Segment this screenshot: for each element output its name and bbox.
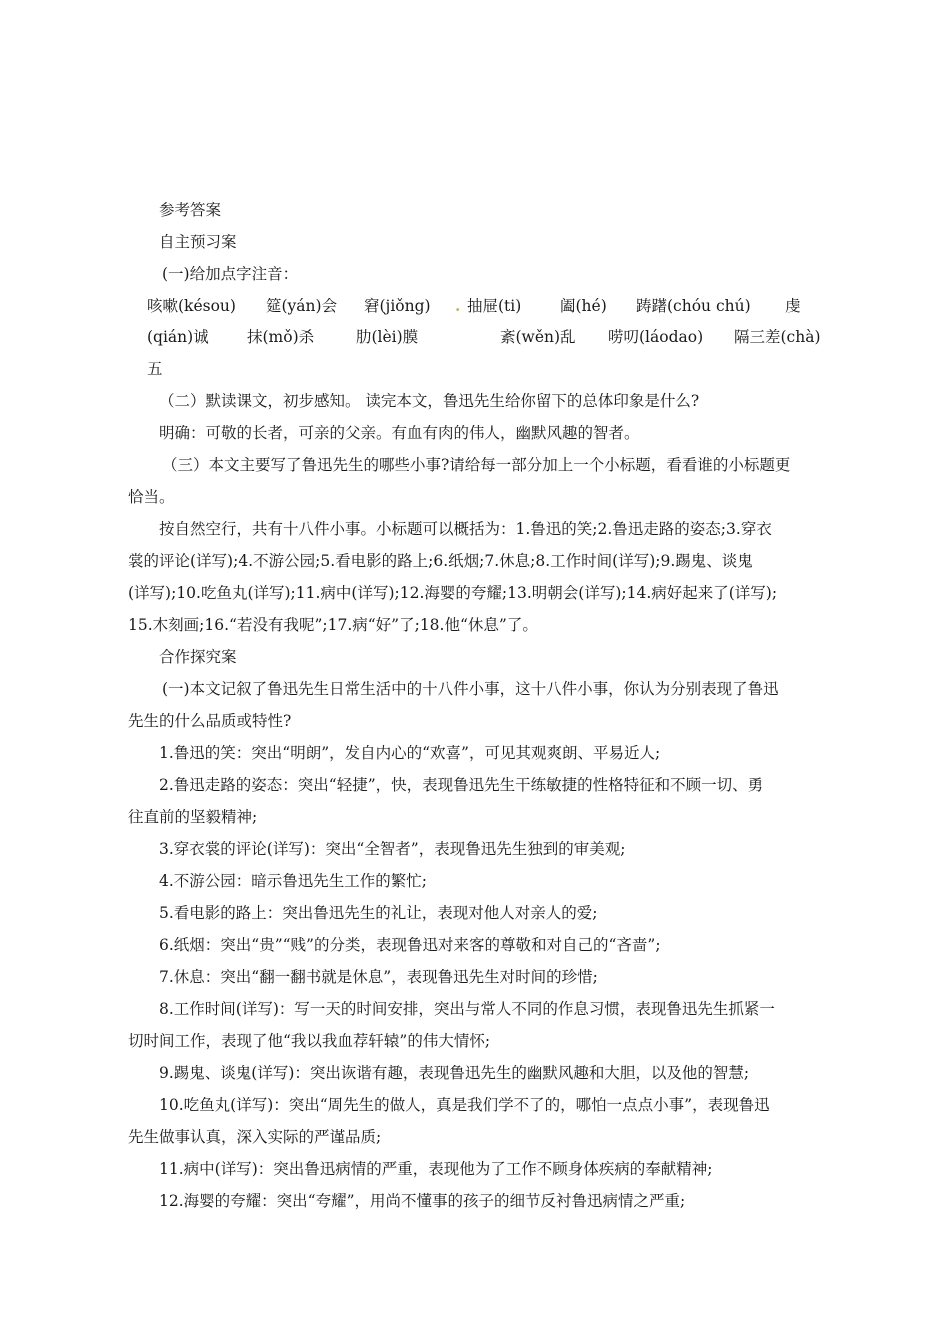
list-item: 往直前的坚毅精神; — [128, 808, 258, 826]
emphasis-dot-icon: . — [455, 296, 461, 315]
q3-answer-line: 15.木刻画;16.“若没有我呢”;17.病“好”了;18.他“休息”了。 — [128, 616, 538, 634]
pinyin-item: 唠叨(láodao) — [608, 328, 704, 346]
q3-answer-line: 按自然空行，共有十八件小事。小标题可以概括为：1.鲁迅的笑;2.鲁迅走路的姿态;3.穿衣 — [159, 520, 772, 538]
pinyin-item: 虔 — [785, 297, 801, 315]
heading-answers: 参考答案 — [159, 201, 222, 219]
list-item: 5.看电影的路上：突出鲁迅先生的礼让，表现对他人对亲人的爱; — [159, 904, 598, 922]
list-item: 先生做事认真，深入实际的严谨品质; — [128, 1128, 382, 1146]
pinyin-row-1 — [0, 295, 950, 317]
pinyin-item: 踌躇(chóu chú) — [636, 297, 751, 315]
pinyin-item: 抹(mǒ)杀 — [247, 328, 315, 346]
pinyin-row-3: 五 — [147, 360, 163, 378]
q3-label-line2: 恰当。 — [128, 488, 175, 506]
pinyin-item: 窘(jiǒng) — [364, 297, 431, 315]
list-item: 2.鲁迅走路的姿态：突出“轻捷”，快，表现鲁迅先生干练敏捷的性格特征和不顾一切、勇 — [159, 776, 764, 794]
section-title-cooperative: 合作探究案 — [159, 648, 237, 666]
s2-q1-line2: 先生的什么品质或特性? — [128, 712, 292, 730]
q3-answer-line: 裳的评论(详写);4.不游公园;5.看电影的路上;6.纸烟;7.休息;8.工作时间(详写);9.踢鬼、谈鬼 — [128, 552, 753, 570]
pinyin-item: 紊(wěn)乱 — [500, 328, 576, 346]
list-item: 4.不游公园：暗示鲁迅先生工作的繁忙; — [159, 872, 428, 890]
pinyin-item: 抽屉(ti) — [467, 297, 522, 315]
list-item: 1.鲁迅的笑：突出“明朗”，发自内心的“欢喜”，可见其观爽朗、平易近人; — [159, 744, 661, 762]
q3-label-line1: （三）本文主要写了鲁迅先生的哪些小事?请给每一部分加上一个小标题，看看谁的小标题更 — [162, 456, 791, 474]
q2-label: （二）默读课文，初步感知。 读完本文，鲁迅先生给你留下的总体印象是什么? — [159, 392, 700, 410]
list-item: 7.休息：突出“翻一翻书就是休息”，表现鲁迅先生对时间的珍惜; — [159, 968, 598, 986]
list-item: 10.吃鱼丸(详写)：突出“周先生的做人，真是我们学不了的，哪怕一点点小事”，表现鲁迅 — [159, 1096, 770, 1114]
pinyin-item: 筵(yán)会 — [266, 297, 338, 315]
pinyin-item: 阖(hé) — [560, 297, 607, 315]
pinyin-item: 咳嗽(késou) — [147, 297, 236, 315]
list-item: 8.工作时间(详写)：写一天的时间安排，突出与常人不同的作息习惯，表现鲁迅先生抓紧一 — [159, 1000, 775, 1018]
pinyin-item: 肋(lèi)膜 — [356, 328, 419, 346]
list-item: 11.病中(详写)：突出鲁迅病情的严重，表现他为了工作不顾身体疾病的奉献精神; — [159, 1160, 713, 1178]
q1-label: (一)给加点字注音： — [162, 265, 299, 283]
pinyin-row-2 — [0, 326, 950, 348]
list-item: 9.踢鬼、谈鬼(详写)：突出诙谐有趣，表现鲁迅先生的幽默风趣和大胆，以及他的智慧; — [159, 1064, 750, 1082]
q3-answer-line: (详写);10.吃鱼丸(详写);11.病中(详写);12.海婴的夸耀;13.明朝会(详写);14.病好起来了(详写); — [128, 584, 778, 602]
list-item: 3.穿衣裳的评论(详写)：突出“全智者”，表现鲁迅先生独到的审美观; — [159, 840, 626, 858]
list-item: 6.纸烟：突出“贵”“贱”的分类，表现鲁迅对来客的尊敬和对自己的“吝啬”; — [159, 936, 661, 954]
list-item: 切时间工作，表现了他“我以我血荐轩辕”的伟大情怀; — [128, 1032, 491, 1050]
list-item: 12.海婴的夸耀：突出“夸耀”，用尚不懂事的孩子的细节反衬鲁迅病情之严重; — [159, 1192, 686, 1210]
s2-q1-line1: (一)本文记叙了鲁迅先生日常生活中的十八件小事，这十八件小事，你认为分别表现了鲁迅 — [162, 680, 779, 698]
pinyin-item: 隔三差(chà) — [734, 328, 821, 346]
pinyin-item: (qián)诚 — [147, 328, 209, 346]
section-title-self-study: 自主预习案 — [159, 233, 237, 251]
q2-answer: 明确：可敬的长者，可亲的父亲。有血有肉的伟人，幽默风趣的智者。 — [159, 424, 640, 442]
